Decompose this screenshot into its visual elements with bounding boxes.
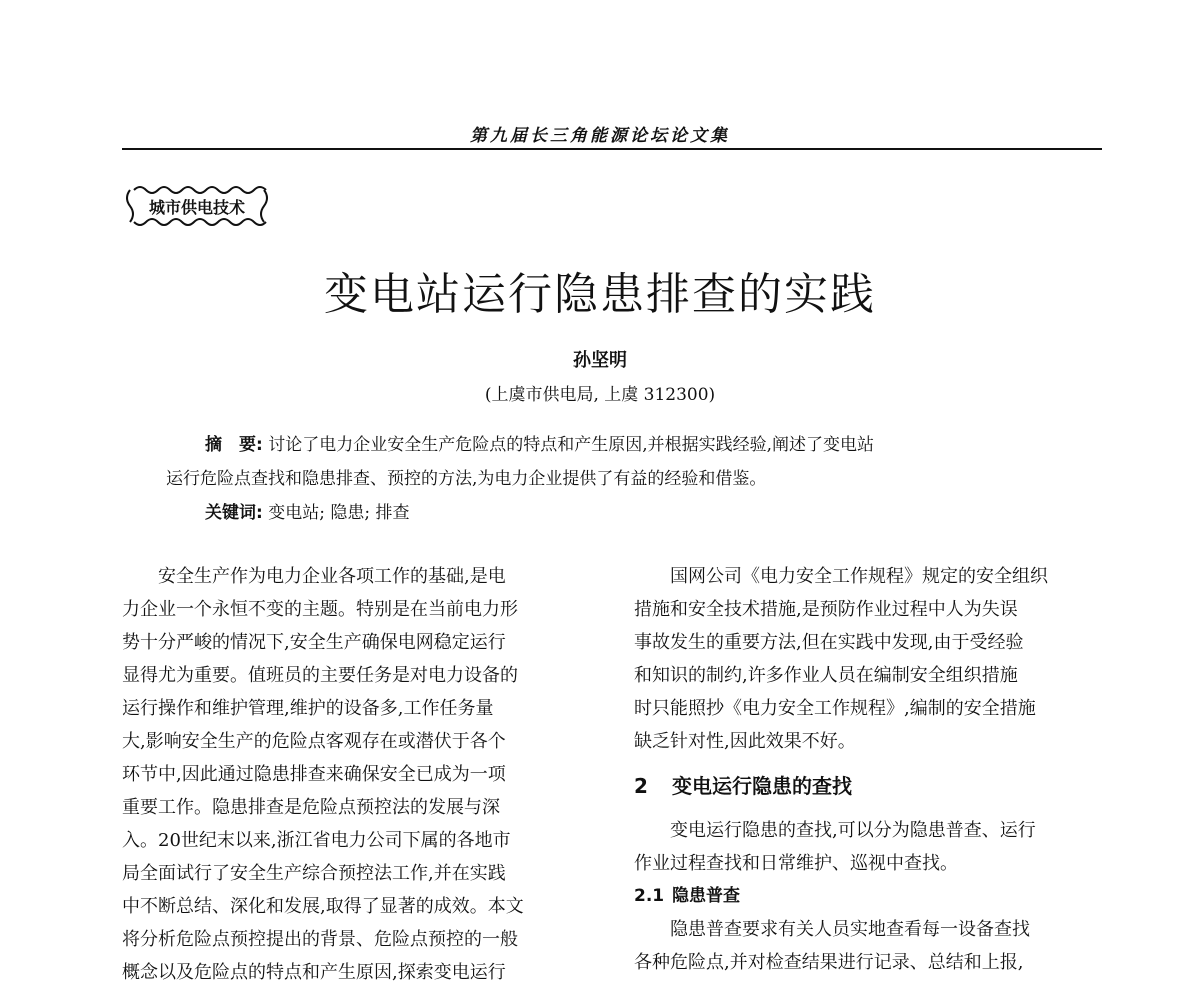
subsection-title: 隐患普查 — [672, 886, 740, 906]
body-line: 变电运行隐患的查找,可以分为隐患普查、运行 — [670, 820, 1036, 841]
body-line: 隐患普查要求有关人员实地查看每一设备查找 — [670, 919, 1030, 940]
section-heading-2 — [634, 758, 1102, 814]
body-line: 大,影响安全生产的危险点客观存在或潜伏于各个 — [122, 731, 506, 752]
body-line: 势十分严峻的情况下,安全生产确保电网稳定运行 — [122, 632, 506, 653]
header-rule — [122, 148, 1102, 150]
body-line: 缺乏针对性,因此效果不好。 — [634, 731, 856, 752]
body-line: 安全生产作为电力企业各项工作的基础,是电 — [158, 566, 506, 587]
keywords — [205, 498, 1105, 523]
section-number: 2 — [634, 774, 648, 798]
body-line: 显得尤为重要。值班员的主要任务是对电力设备的 — [122, 665, 518, 686]
tag-label: 城市供电技术 — [148, 198, 245, 217]
body-line: 力企业一个永恒不变的主题。特别是在当前电力形 — [122, 599, 518, 620]
body-line: 时只能照抄《电力安全工作规程》,编制的安全措施 — [634, 698, 1036, 719]
abstract-label: 摘 要: — [205, 435, 263, 455]
body-line: 入。20世纪末以来,浙江省电力公司下属的各地市 — [122, 830, 511, 851]
subsection-heading-2-1 — [634, 880, 1102, 913]
body-line: 中不断总结、深化和发展,取得了显著的成效。本文 — [122, 896, 524, 917]
body-line: 将分析危险点预控提出的背景、危险点预控的一般 — [122, 929, 518, 950]
section-title: 变电运行隐患的查找 — [672, 774, 852, 798]
body-line: 措施和安全技术措施,是预防作业过程中人为失误 — [634, 599, 1018, 620]
abstract-text-line-1: 讨论了电力企业安全生产危险点的特点和产生原因,并根据实践经验,阐述了变电站 — [268, 435, 875, 455]
body-line: 重要工作。隐患排查是危险点预控法的发展与深 — [122, 797, 500, 818]
body-line: 各种危险点,并对检查结果进行记录、总结和上报, — [634, 952, 1024, 973]
body-line: 事故发生的重要方法,但在实践中发现,由于受经验 — [634, 632, 1024, 653]
keywords-label: 关键词: — [205, 503, 263, 523]
running-header: 第九届长三角能源论坛论文集 — [470, 126, 730, 146]
author-name: 孙坚明 — [573, 350, 627, 371]
body-line: 和知识的制约,许多作业人员在编制安全组织措施 — [634, 665, 1018, 686]
body-line: 国网公司《电力安全工作规程》规定的安全组织 — [670, 566, 1048, 587]
subsection-number: 2.1 — [634, 886, 665, 906]
author-affiliation: (上虞市供电局, 上虞 312300) — [484, 385, 716, 405]
abstract-text-line-2: 运行危险点查找和隐患排查、预控的方法,为电力企业提供了有益的经验和借鉴。 — [166, 469, 767, 489]
body-line: 环节中,因此通过隐患排查来确保安全已成为一项 — [122, 764, 506, 785]
section-tag — [122, 180, 272, 232]
body-line: 运行操作和维护管理,维护的设备多,工作任务量 — [122, 698, 494, 719]
body-line: 局全面试行了安全生产综合预控法工作,并在实践 — [122, 863, 506, 884]
keywords-text: 变电站; 隐患; 排查 — [268, 503, 410, 523]
left-column — [122, 560, 590, 989]
article-title: 变电站运行隐患排查的实践 — [324, 269, 876, 320]
abstract — [205, 430, 1105, 455]
body-line: 概念以及危险点的特点和产生原因,探索变电运行 — [122, 962, 506, 983]
body-line: 作业过程查找和日常维护、巡视中查找。 — [634, 853, 958, 874]
right-column — [634, 560, 1102, 979]
